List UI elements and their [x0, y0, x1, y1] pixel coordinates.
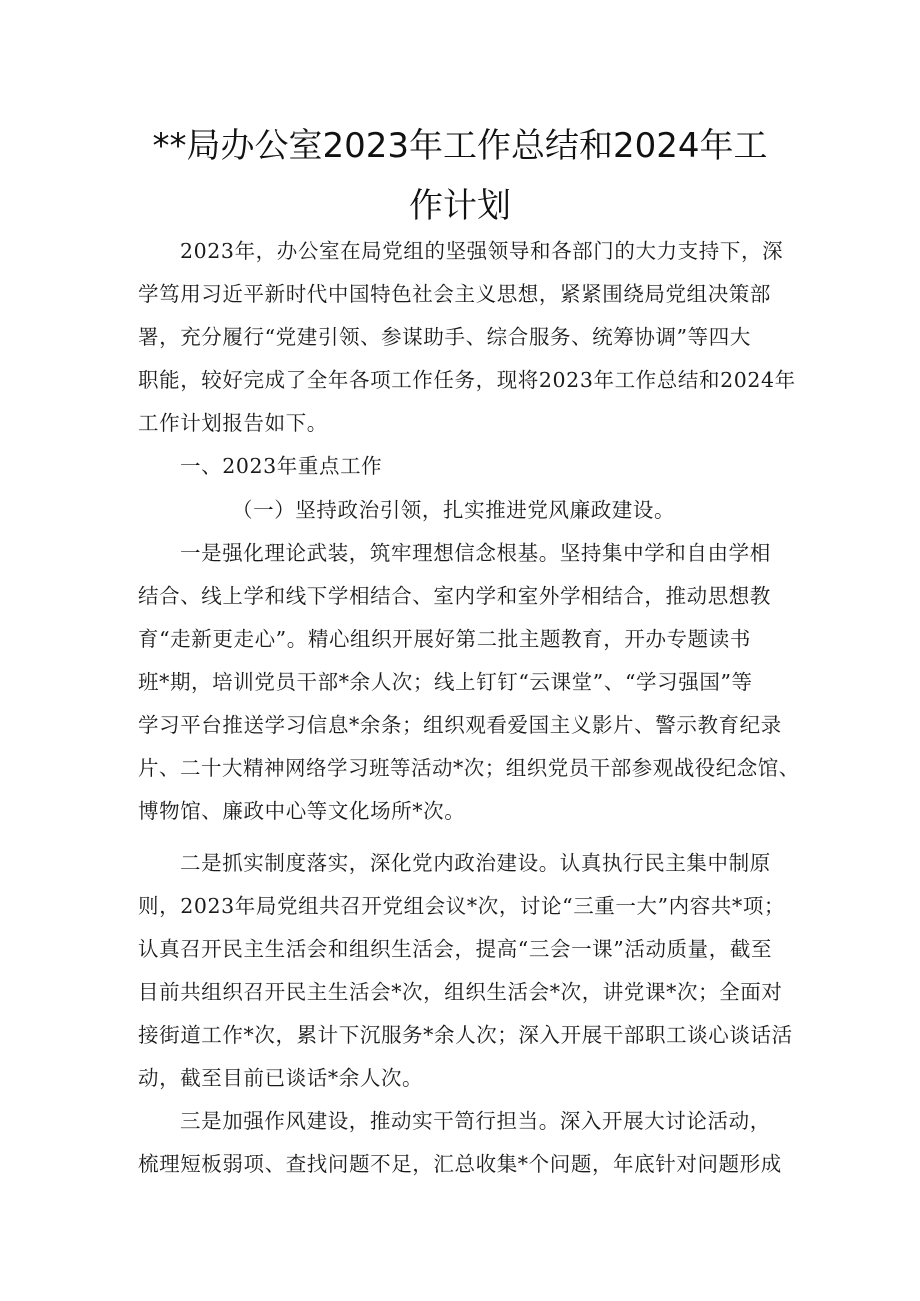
paragraph-line: 动，截至目前已谈话*余人次。 — [138, 1066, 424, 1090]
document-title-line-1: **局办公室2023年工作总结和2024年工 — [152, 126, 768, 166]
paragraph-line: 学习平台推送学习信息*余条；组织观看爱国主义影片、警示教育纪录 — [138, 713, 782, 737]
paragraph-line: 工作计划报告如下。 — [138, 411, 328, 435]
paragraph-line: 目前共组织召开民主生活会*次，组织生活会*次，讲党课*次；全面对 — [138, 980, 783, 1004]
paragraph-line: 三是加强作风建设，推动实干笥行担当。深入开展大讨论活动， — [180, 1109, 771, 1133]
paragraph-line: 育“走新更走心”。精心组织开展好第二批主题教育，开办专题读书 — [138, 627, 751, 651]
paragraph-line: 认真召开民主生活会和组织生活会，提高“三会一课”活动质量，截至 — [138, 937, 773, 961]
paragraph-line: 二是抓实制度落实，深化党内政治建设。认真执行民主集中制原 — [180, 851, 771, 875]
paragraph-line: 学笃用习近平新时代中国特色社会主义思想，紧紧围绕局党组决策部 — [138, 282, 771, 306]
paragraph-line: 班*期，培训党员干部*余人次；线上钉钉“云课堂”、“学习强国”等 — [138, 670, 753, 694]
paragraph-line: 2023年，办公室在局党组的坚强领导和各部门的大力支持下，深 — [180, 239, 784, 263]
paragraph-line: 梳理短板弱项、查找问题不足，汇总收集*个问题，年底针对问题形成 — [138, 1152, 782, 1176]
document-title-line-2: 作计划 — [409, 186, 511, 226]
paragraph-line: 则，2023年局党组共召开党组会议*次，讨论“三重一大”内容共*项； — [138, 894, 786, 918]
paragraph-line: 职能，较好完成了全年各项工作任务，现将2023年工作总结和2024年 — [138, 368, 796, 392]
paragraph-line: 署，充分履行“党建引领、参谋助手、综合服务、统筹协调”等四大 — [138, 325, 751, 349]
paragraph-line: 博物馆、廉政中心等文化场所*次。 — [138, 799, 466, 823]
subsection-heading: （一）坚持政治引领，扎实推进党风廉政建设。 — [232, 498, 676, 522]
paragraph-line: 接街道工作*次，累计下沉服务*余人次；深入开展干部职工谈心谈话活 — [138, 1023, 793, 1047]
paragraph-line: 片、二十大精神网络学习班等活动*次；组织党员干部参观战役纪念馆、 — [138, 756, 800, 780]
section-heading: 一、2023年重点工作 — [180, 454, 383, 478]
paragraph-line: 结合、线上学和线下学相结合、室内学和室外学相结合，推动思想教 — [138, 584, 771, 608]
paragraph-line: 一是强化理论武装，筑牢理想信念根基。坚持集中学和自由学相 — [180, 541, 771, 565]
